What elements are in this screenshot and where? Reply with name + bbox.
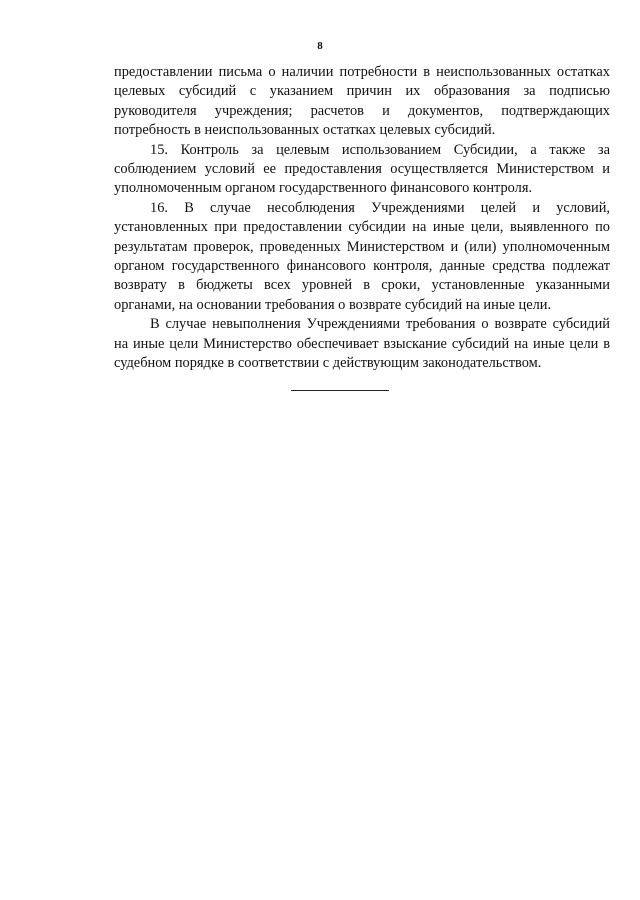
document-body: [114, 63, 610, 374]
paragraph-item-16: 16. В случае несоблюдения Учреждениями целей и условий, установленных при предоставлении субсидии на иные цели, выявленного по результатам проверок, проведенных Министерством и (или) уполномоченным органом государственного финансового контроля, данные средства подлежат возврату в бюджеты всех уровней в сроки, установленные указанными органами, на основании требования о возврате субсидий на иные цели.: [114, 199, 610, 313]
paragraph-continuation: предоставлении письма о наличии потребности в неиспользованных остатках целевых субсидий с указанием причин их образования за подписью руководителя учреждения; расчетов и документов, подтверждающих потребность в неиспользованных остатках целевых субсидий.: [114, 64, 610, 139]
page-number: 8: [317, 40, 323, 52]
paragraph-item-15: 15. Контроль за целевым использованием Субсидии, а также за соблюдением условий ее предоставления осуществляется Министерством и уполномоченным органом государственного финансового контроля.: [114, 141, 610, 197]
paragraph-recovery: В случае невыполнения Учреждениями требования о возврате субсидий на иные цели Министерство обеспечивает взыскание субсидий на иные цели в судебном порядке в соответствии с действующим законодательством.: [114, 316, 610, 372]
end-separator-line: [291, 390, 389, 391]
